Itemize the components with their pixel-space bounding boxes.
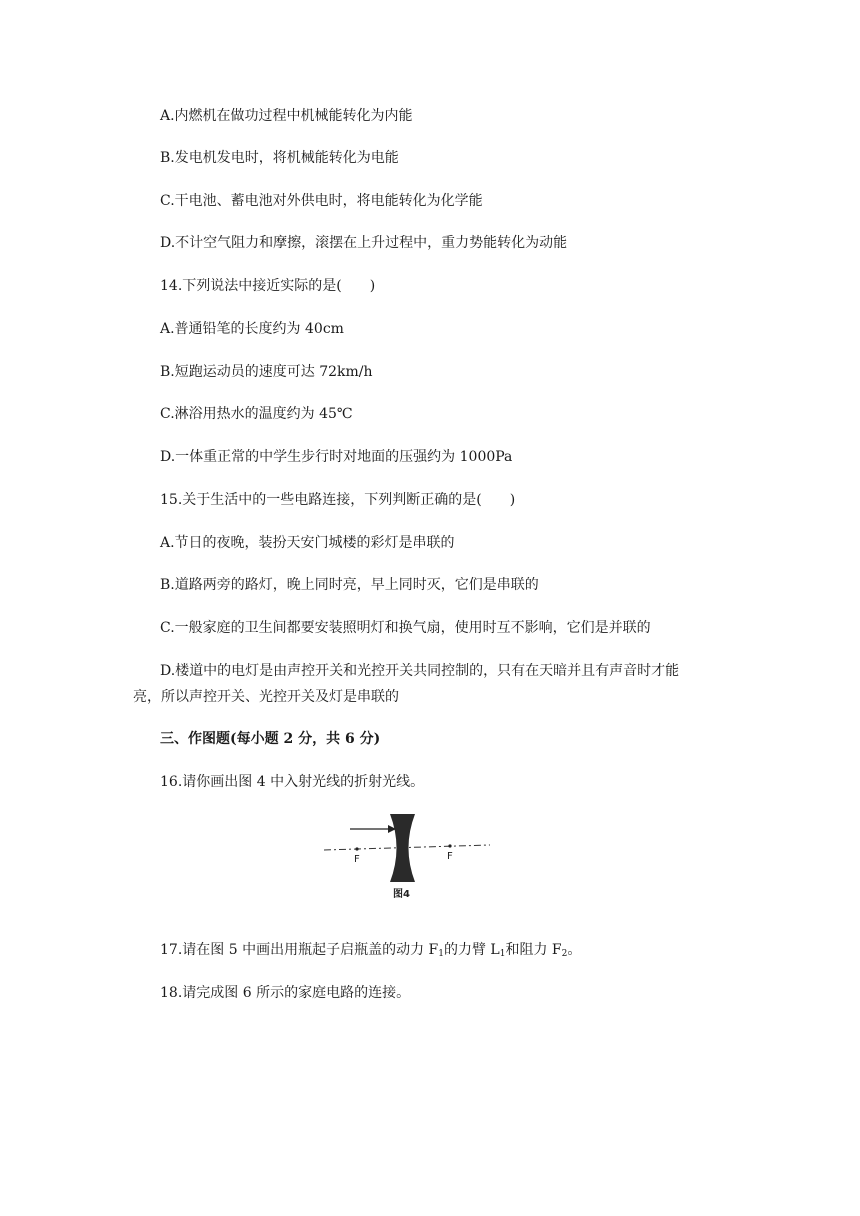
q17-part4: 。: [567, 942, 582, 958]
figure-4-concave-lens: [322, 812, 492, 904]
q13-option-a: A.内燃机在做功过程中机械能转化为内能: [160, 108, 413, 124]
q16-stem: 16.请你画出图 4 中入射光线的折射光线。: [160, 774, 425, 790]
q17-part1: 17.请在图 5 中画出用瓶起子启瓶盖的动力 F: [160, 942, 439, 958]
q18-stem: 18.请完成图 6 所示的家庭电路的连接。: [160, 985, 411, 1001]
focus-right-dot: [448, 844, 451, 847]
q17-stem: [160, 940, 581, 964]
q15-option-d-line2: 亮，所以声控开关、光控开关及灯是串联的: [133, 689, 399, 705]
focus-left-label: F: [354, 854, 360, 865]
concave-lens-shape: [390, 814, 415, 882]
q17-sub3: 2: [561, 949, 568, 959]
q17-sub1: 1: [438, 949, 444, 959]
q13-option-b: B.发电机发电时，将机械能转化为电能: [160, 150, 399, 166]
figure-4-caption: 图4: [393, 889, 410, 900]
q14-option-c: C.淋浴用热水的温度约为 45℃: [160, 406, 353, 422]
q14-option-a: A.普通铅笔的长度约为 40cm: [160, 321, 344, 337]
q14-option-b: B.短跑运动员的速度可达 72km/h: [160, 364, 373, 380]
q17-part2: 的力臂 L: [443, 942, 500, 958]
q17-part3: 和阻力 F: [505, 942, 562, 958]
focus-left-dot: [355, 847, 358, 850]
section3-heading: 三、作图题(每小题 2 分，共 6 分): [160, 731, 381, 747]
q14-stem: 14.下列说法中接近实际的是( ): [160, 278, 376, 294]
q15-option-b: B.道路两旁的路灯，晚上同时亮，早上同时灭，它们是串联的: [160, 577, 539, 593]
focus-right-label: F: [447, 851, 453, 862]
q15-option-d-line1: D.楼道中的电灯是由声控开关和光控开关共同控制的，只有在天暗并且有声音时才能: [160, 663, 680, 679]
q15-option-a: A.节日的夜晚，装扮天安门城楼的彩灯是串联的: [160, 535, 455, 551]
q14-option-d: D.一体重正常的中学生步行时对地面的压强约为 1000Pa: [160, 449, 513, 465]
q13-option-c: C.干电池、蓄电池对外供电时，将电能转化为化学能: [160, 193, 483, 209]
q17-sub2: 1: [499, 949, 506, 959]
q15-option-c: C.一般家庭的卫生间都要安装照明灯和换气扇，使用时互不影响，它们是并联的: [160, 620, 651, 636]
q15-stem: 15.关于生活中的一些电路连接，下列判断正确的是( ): [160, 492, 516, 508]
q13-option-d: D.不计空气阻力和摩擦，滚摆在上升过程中，重力势能转化为动能: [160, 235, 568, 251]
